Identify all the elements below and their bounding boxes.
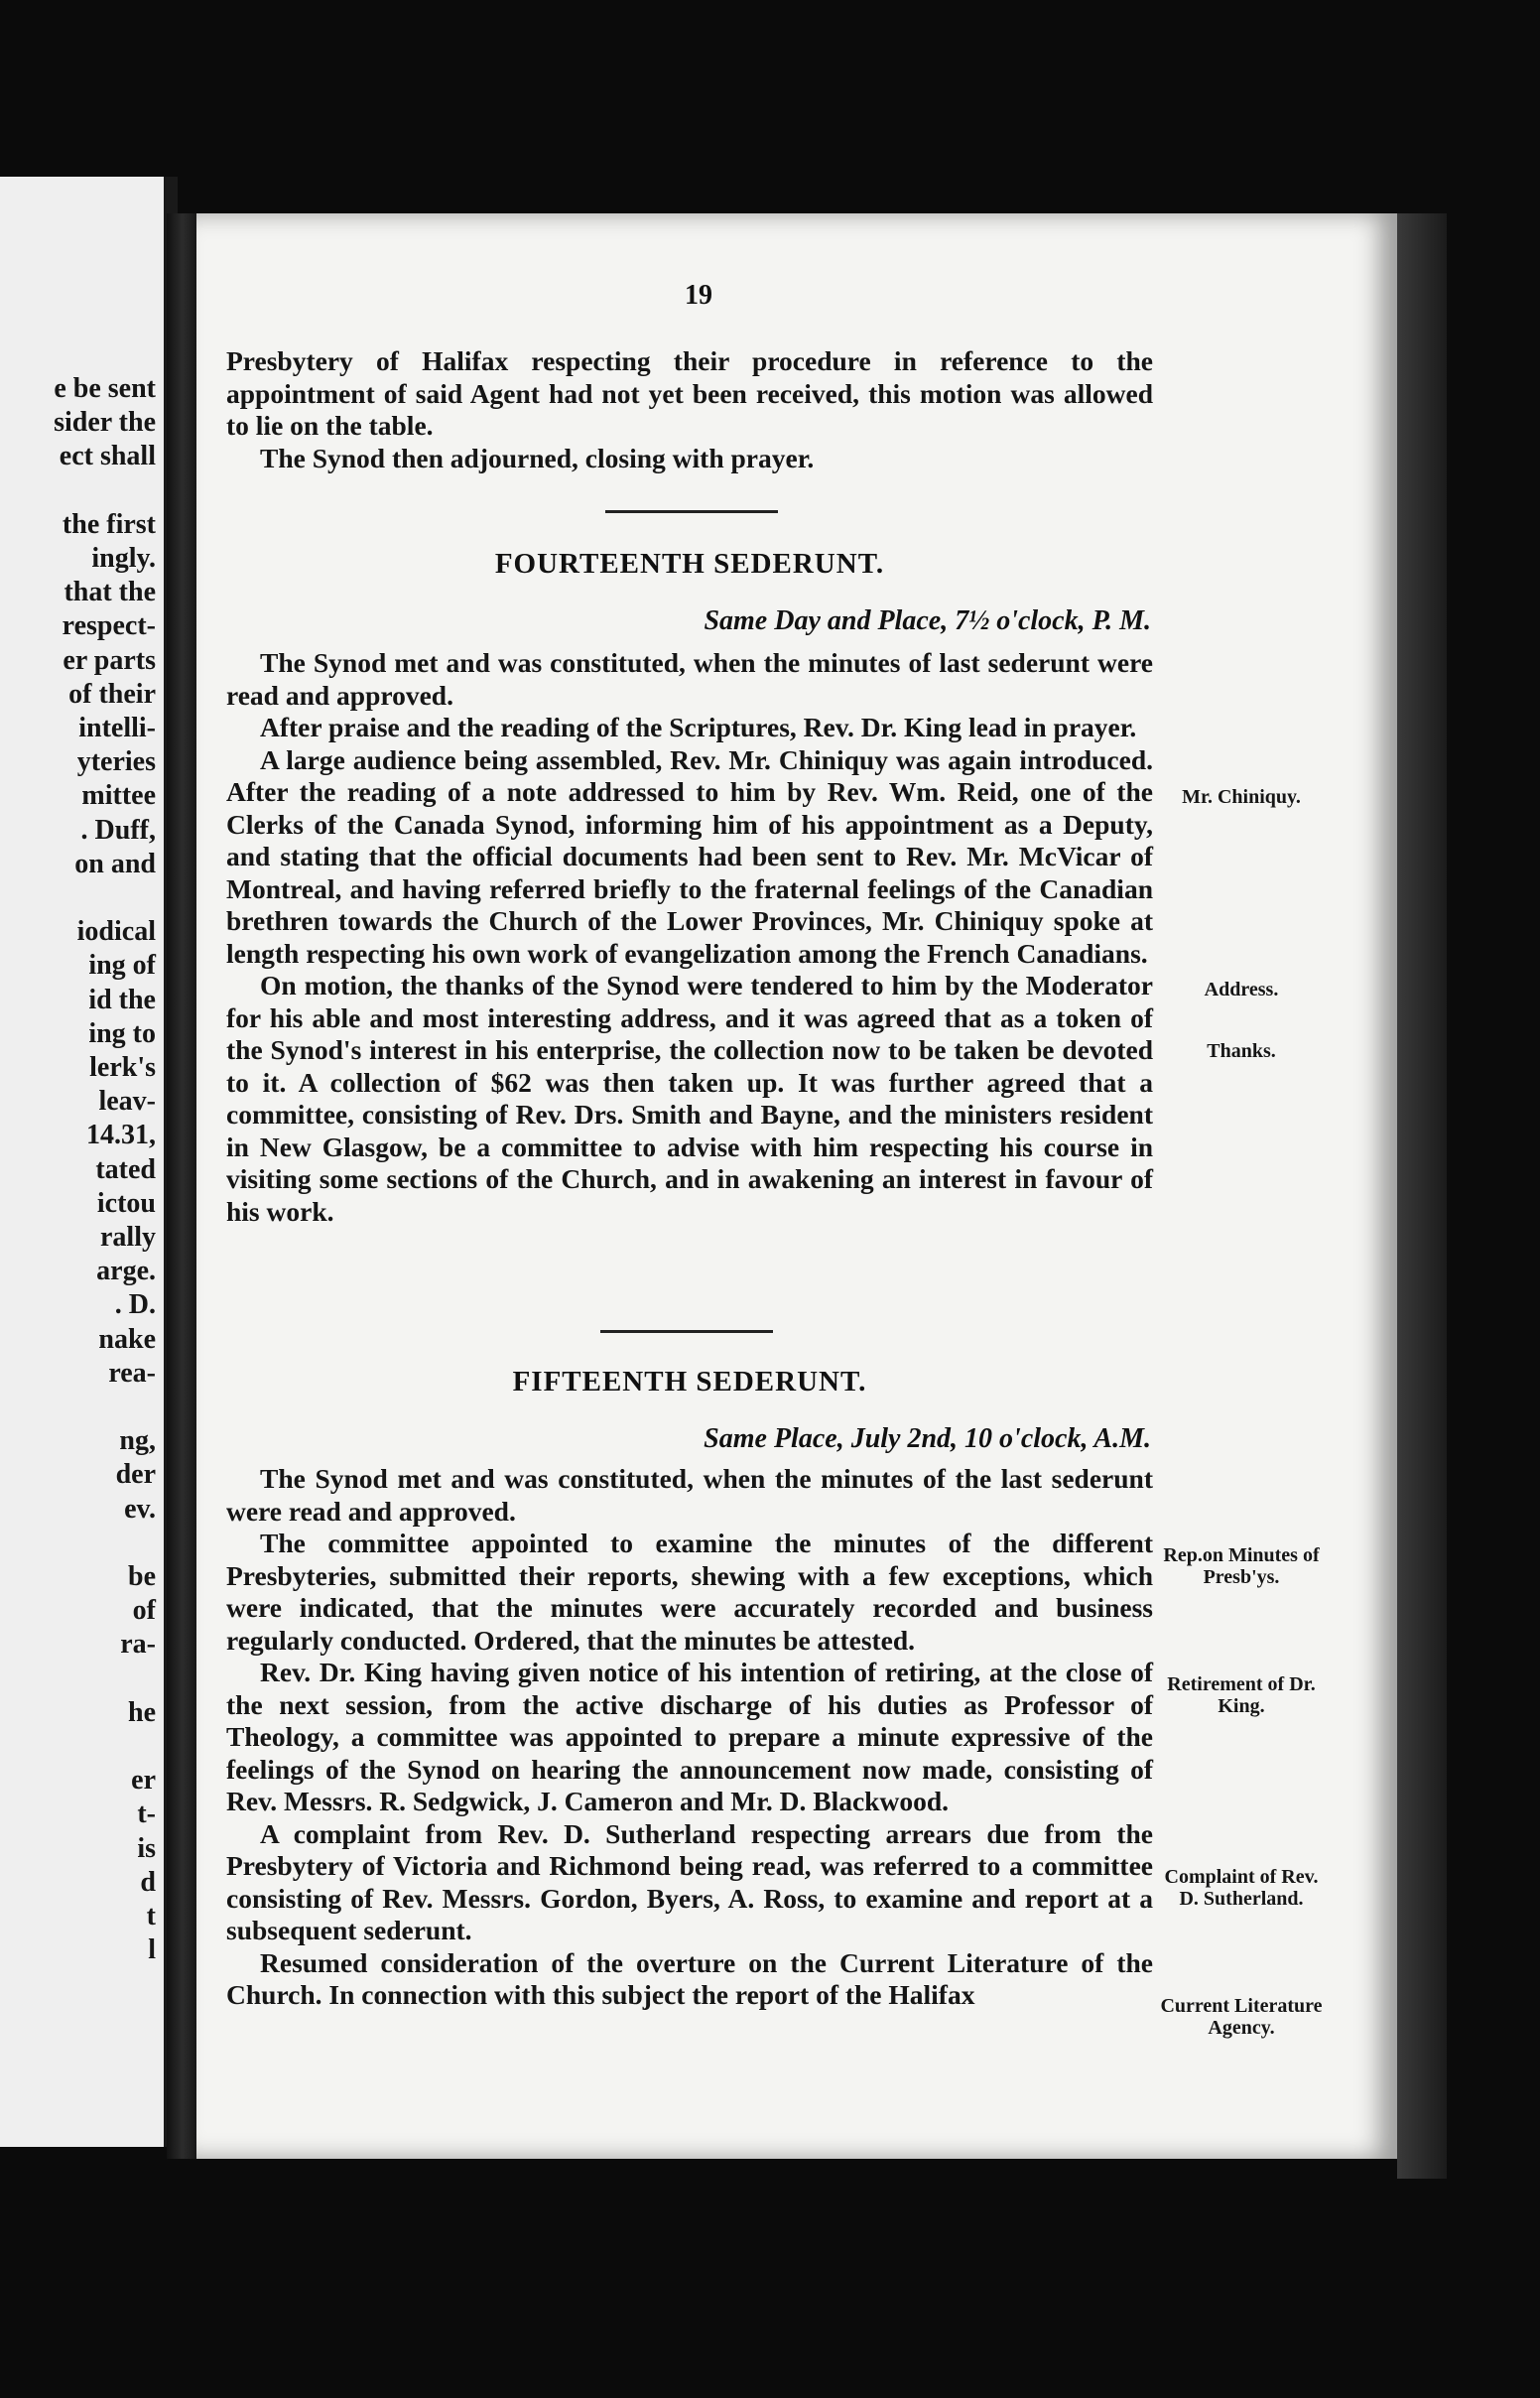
left-page-fragment: iodical: [76, 916, 156, 948]
paragraph: Rev. Dr. King having given notice of his intention of retiring, at the close of the next session, from the active discharge of his duties as Professor of Theology, a committee was appointed to prepare a minute expressive of the feelings of the Synod on hearing the announcement now made, consisting of Rev. Messrs. R. Sedgwick, J. Cameron and Mr. D. Blackwood.: [226, 1657, 1153, 1816]
left-page-fragment: ect shall: [59, 441, 156, 472]
left-page-fragment: . D.: [114, 1289, 156, 1321]
dateline: Same Day and Place, 7½ o'clock, P. M.: [704, 605, 1151, 636]
section-heading: FIFTEENTH SEDERUNT.: [512, 1366, 867, 1398]
left-page-fragment: sider the: [54, 407, 156, 439]
margin-note: Mr. Chiniquy.: [1182, 786, 1301, 808]
left-page-fragment: be: [128, 1561, 156, 1592]
left-page-fragment: nake: [98, 1323, 156, 1355]
section-heading: FOURTEENTH SEDERUNT.: [494, 548, 885, 580]
left-page-fragment: yteries: [76, 746, 156, 778]
paragraph: A complaint from Rev. D. Sutherland respecting arrears due from the Presbytery of Victoria and Richmond being read, was referred to a committee consisting of Rev. Messrs. Gordon, Byers, A. Ross, to examine and report at a subsequent sederunt.: [226, 1817, 1153, 1945]
left-page-fragment: intelli-: [78, 713, 156, 743]
paragraph: A large audience being assembled, Rev. Mr. Chiniquy was again introduced. After the reading of a note addressed to him by Rev. Wm. Reid, one of the Clerks of the Canada Synod, informing him of his appointment as a Deputy, and stating that the official documents had been sent to Rev. Mr. McVicar of Montreal, and having referred briefly to the fraternal feelings of the Canadian brethren towards the Church of the Lower Provinces, Mr. Chiniquy spoke at length respecting his own work of evangelization among the French Canadians.: [226, 743, 1153, 969]
left-page-fragment: he: [128, 1696, 156, 1728]
left-page-fragment: t-: [137, 1798, 156, 1830]
section-rule: [605, 510, 778, 513]
left-page-fragment: 14.31,: [86, 1120, 156, 1151]
left-page-fragment: lerk's: [89, 1052, 156, 1083]
left-page-fragment: ing to: [88, 1017, 156, 1049]
left-page-fragment: is: [137, 1832, 156, 1864]
left-page-fragment: e be sent: [54, 373, 156, 404]
left-page-fragment: ing of: [88, 950, 156, 982]
margin-note: Address.: [1204, 979, 1279, 1000]
left-page-fragment: rally: [100, 1222, 156, 1253]
left-page-fragment: respect-: [62, 610, 156, 642]
left-page-fragment: arge.: [96, 1256, 156, 1287]
paragraph: The Synod met and was constituted, when the minutes of the last sederunt were read and approved.: [226, 1463, 1153, 1527]
left-page-fragment: leav-: [98, 1086, 156, 1118]
paragraph: The committee appointed to examine the minutes of the different Presbyteries, submitted their reports, shewing with a few exceptions, which were indicated, that the minutes were accurately recorded and business regularly conducted. Ordered, that the minutes be attested.: [226, 1528, 1153, 1656]
left-page-fragment: that the: [64, 577, 156, 608]
paragraph: After praise and the reading of the Scriptures, Rev. Dr. King lead in prayer.: [260, 712, 1137, 742]
left-page-fragment: ra-: [120, 1629, 156, 1661]
margin-note: Current Literature Agency.: [1160, 1995, 1323, 2039]
left-page-fragment: ingly.: [91, 543, 156, 574]
left-page-edge: [0, 177, 178, 2147]
left-page-fragment: ictou: [96, 1187, 156, 1219]
left-page-fragment: ng,: [119, 1425, 156, 1457]
margin-note: Complaint of Rev. D. Sutherland.: [1164, 1866, 1319, 1910]
paragraph: The Synod then adjourned, closing with prayer.: [260, 442, 815, 473]
section-rule: [600, 1330, 773, 1333]
left-page-fragment: . Duff,: [80, 814, 156, 846]
margin-note: Rep.on Minutes of Presb'ys.: [1163, 1544, 1320, 1588]
left-page-fragment: t: [146, 1901, 156, 1932]
page-number: 19: [685, 280, 712, 311]
left-page-fragment: ev.: [124, 1493, 156, 1525]
left-page-fragment: tated: [95, 1153, 156, 1185]
left-page-fragment: id the: [88, 984, 156, 1015]
left-page-fragment: the first: [62, 508, 156, 540]
margin-note: Thanks.: [1207, 1040, 1276, 1062]
paragraph: Resumed consideration of the overture on the Current Literature of the Church. In connection with this subject the report of the Halifax: [226, 1946, 1153, 2010]
intro-section: [226, 345, 1153, 474]
left-page-fragment: of their: [68, 678, 156, 710]
left-page-fragment: rea-: [108, 1357, 156, 1389]
book-gutter: [167, 213, 198, 2159]
left-page-fragment: er parts: [63, 644, 156, 676]
left-page-fragment: of: [132, 1595, 156, 1627]
paragraph: The Synod met and was constituted, when the minutes of last sederunt were read and approved.: [226, 647, 1153, 711]
left-page-fragment: l: [148, 1934, 156, 1966]
page-edge-right: [1397, 213, 1447, 2179]
dateline: Same Place, July 2nd, 10 o'clock, A.M.: [704, 1423, 1151, 1454]
left-page-fragment: der: [115, 1459, 156, 1491]
left-page-fragment: mittee: [81, 780, 156, 812]
paragraph: Presbytery of Halifax respecting their procedure in reference to the appointment of said Agent had not yet been received, this motion was allowed to lie on the table.: [226, 345, 1153, 441]
left-page-fragment: on and: [74, 848, 156, 879]
left-page-fragment: d: [140, 1866, 156, 1898]
paragraph: On motion, the thanks of the Synod were tendered to him by the Moderator for his able and most interesting address, and it was agreed that as a token of the Synod's interest in his enterprise, the collection now to be taken be devoted to it. A collection of $62 was then taken up. It was further agreed that a committee, consisting of Rev. Drs. Smith and Bayne, and the ministers resident in New Glasgow, be a committee to advise with him respecting his course in visiting some sections of the Church, and in awakening an interest in favour of his work.: [226, 970, 1153, 1227]
margin-note: Retirement of Dr. King.: [1167, 1673, 1316, 1717]
left-page-fragment: er: [131, 1765, 156, 1797]
section-body: [226, 1463, 1153, 2012]
section-body: [226, 647, 1153, 1228]
